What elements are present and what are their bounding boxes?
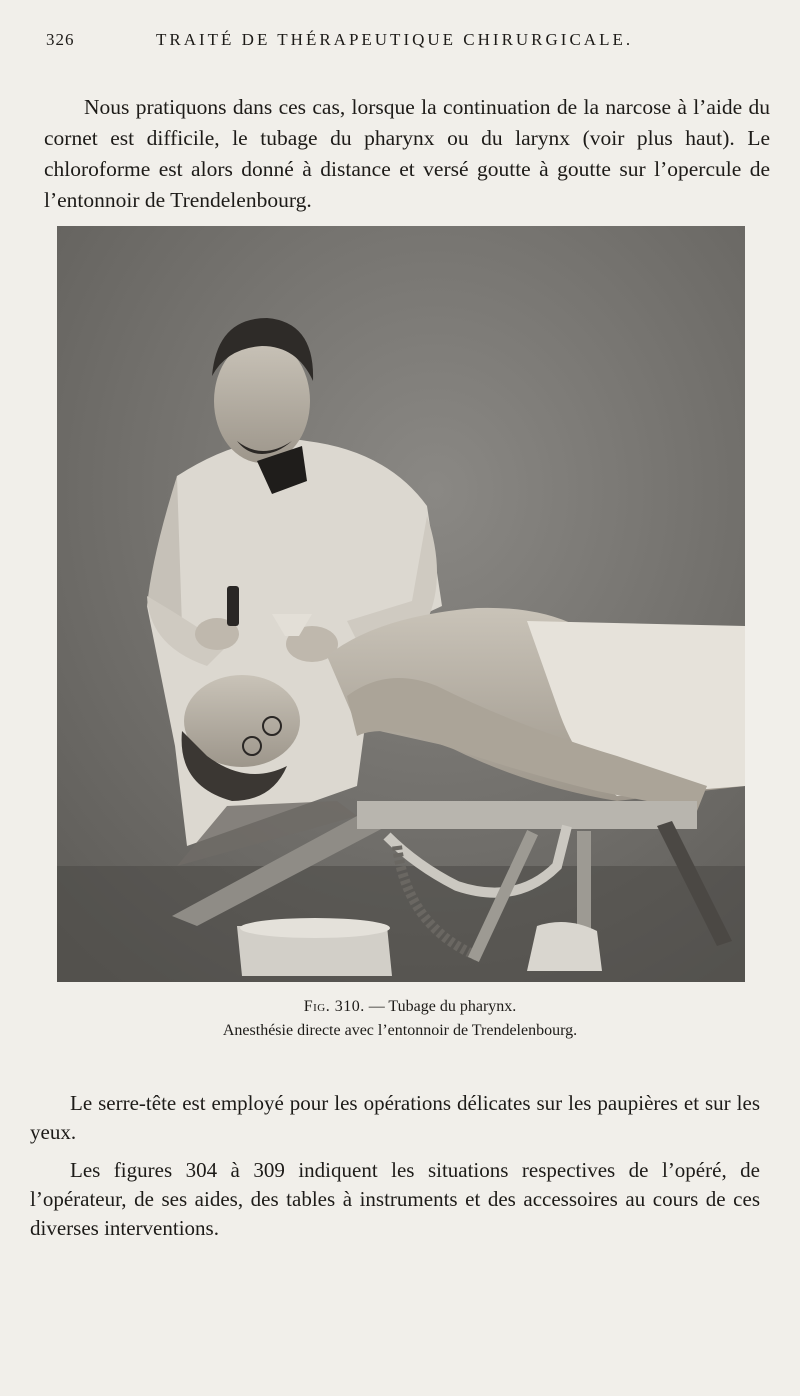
chloroform-bottle (227, 586, 239, 626)
paragraph-figures: Les figures 304 à 309 indiquent les situations respectives de l’opéré, de l’opérateur, de ses aides, des tables à instruments et des accessoires au cours de ces diverses interventions. (30, 1158, 760, 1240)
figure-caption (10, 998, 800, 1016)
table-base (527, 922, 602, 971)
running-head (46, 30, 758, 54)
figure-photograph (57, 226, 745, 982)
photo-illustration (57, 226, 745, 982)
table-top (357, 801, 697, 829)
running-title: TRAITÉ DE THÉRAPEUTIQUE CHIRURGICALE. (156, 30, 634, 49)
figure-label: Fig. 310. (303, 998, 365, 1015)
paragraph-serre-tete: Le serre-tête est employé pour les opérations délicates sur les paupières et sur les yeux. (30, 1091, 760, 1144)
paragraph-intro: Nous pratiquons dans ces cas, lorsque la continuation de la narcose à l’aide du cornet est difficile, le tubage du pharynx ou du larynx (voir plus haut). Le chloroforme est alors donné à distance et versé goutte à goutte sur l’opercule de l’entonnoir de Trendelenbourg. (44, 94, 770, 212)
page-number: 326 (46, 30, 75, 49)
figure-subtitle: Anesthésie directe avec l’entonnoir de Trendelenbourg. (222, 1022, 578, 1039)
figure-title: — Tubage du pharynx. (364, 998, 517, 1015)
surgeon-head (214, 339, 310, 463)
